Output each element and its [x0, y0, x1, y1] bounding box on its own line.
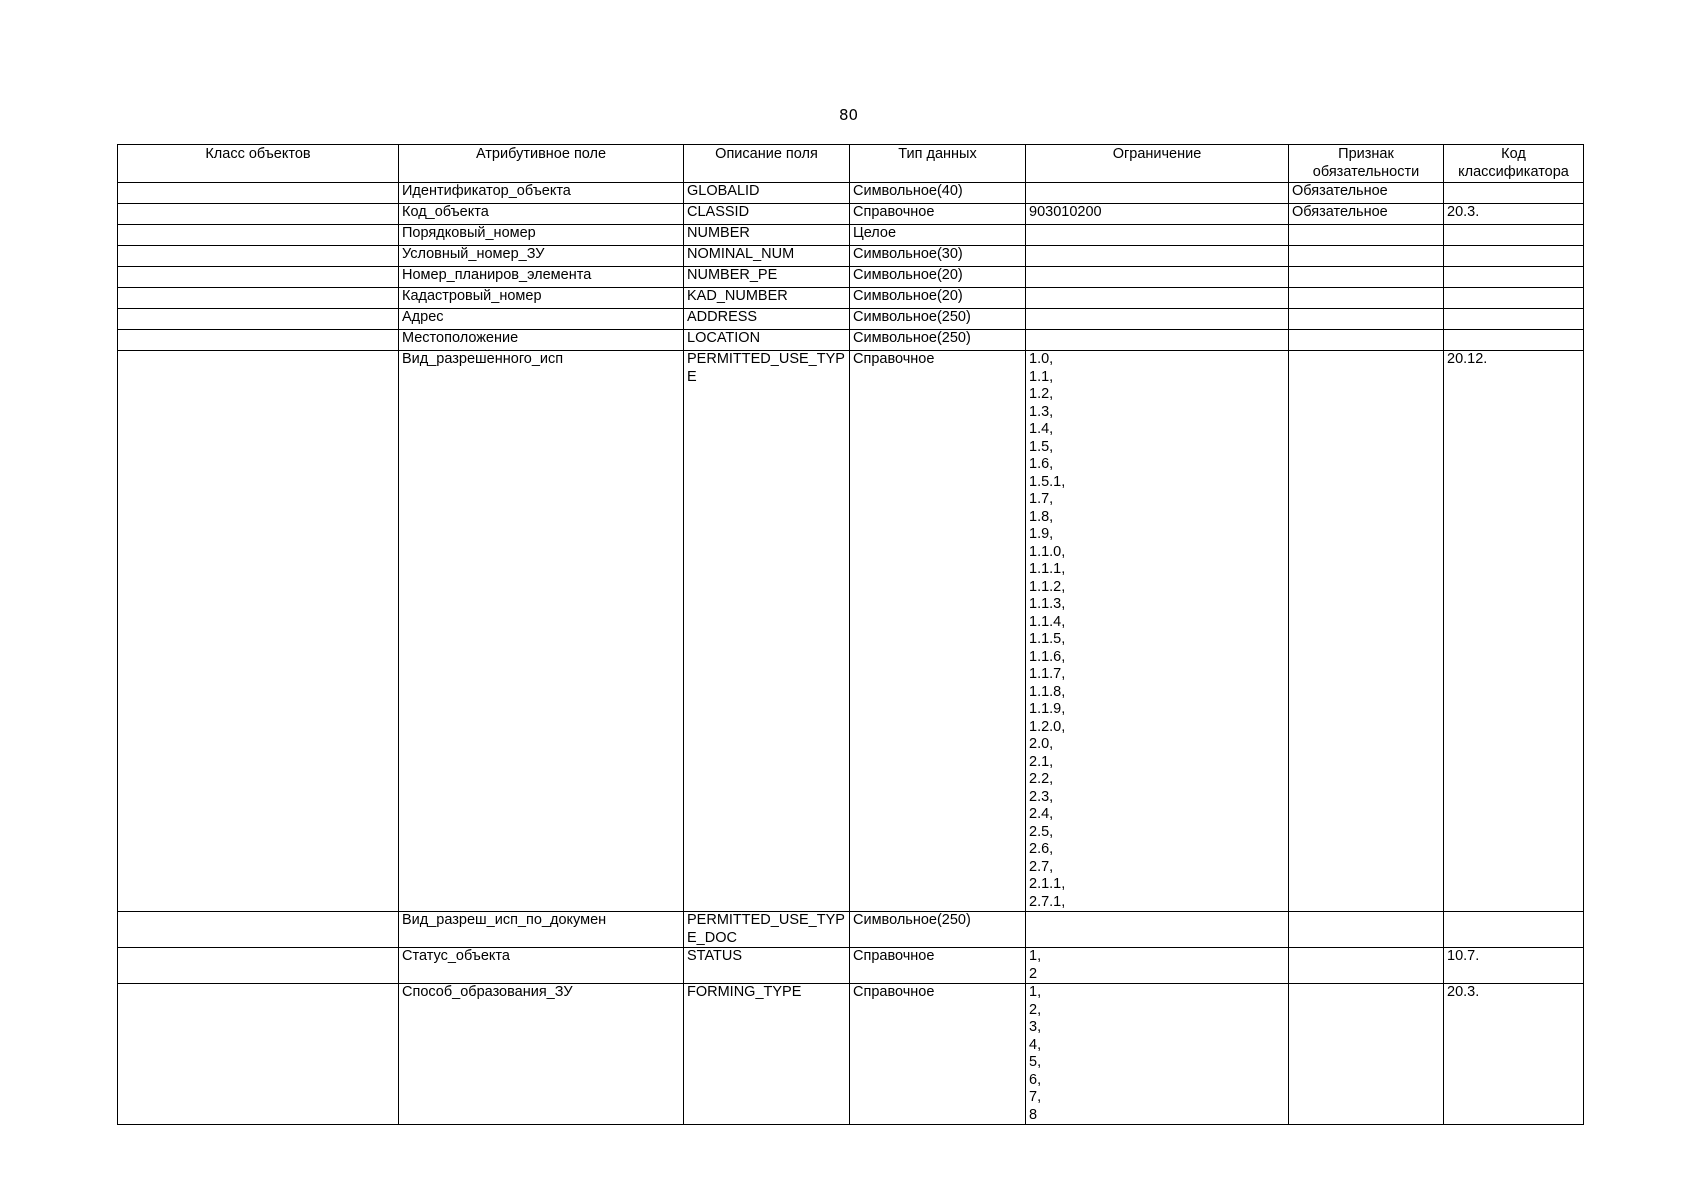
cell-object-class	[118, 912, 399, 948]
cell-attribute-field: Адрес	[399, 309, 684, 330]
cell-mandatory-flag	[1289, 309, 1444, 330]
cell-mandatory-flag	[1289, 330, 1444, 351]
cell-constraint	[1026, 330, 1289, 351]
cell-data-type: Символьное(250)	[850, 330, 1026, 351]
cell-mandatory-flag	[1289, 288, 1444, 309]
cell-attribute-field: Местоположение	[399, 330, 684, 351]
cell-classifier-code	[1444, 330, 1584, 351]
cell-attribute-field: Код_объекта	[399, 204, 684, 225]
cell-mandatory-flag: Обязательное	[1289, 183, 1444, 204]
cell-object-class	[118, 225, 399, 246]
cell-object-class	[118, 948, 399, 984]
table-row	[118, 288, 1584, 309]
header-row	[118, 145, 1584, 183]
cell-data-type: Символьное(250)	[850, 309, 1026, 330]
cell-classifier-code: 20.3.	[1444, 204, 1584, 225]
cell-constraint	[1026, 912, 1289, 948]
cell-classifier-code	[1444, 288, 1584, 309]
attribute-table	[117, 144, 1584, 1125]
cell-classifier-code	[1444, 267, 1584, 288]
cell-classifier-code	[1444, 225, 1584, 246]
cell-attribute-field: Статус_объекта	[399, 948, 684, 984]
cell-attribute-field: Вид_разрешенного_исп	[399, 351, 684, 912]
cell-data-type: Справочное	[850, 204, 1026, 225]
cell-object-class	[118, 309, 399, 330]
cell-attribute-field: Условный_номер_ЗУ	[399, 246, 684, 267]
cell-constraint	[1026, 246, 1289, 267]
cell-field-description: PERMITTED_USE_TYPE_DOC	[684, 912, 850, 948]
table-row	[118, 183, 1584, 204]
cell-data-type: Символьное(20)	[850, 267, 1026, 288]
cell-field-description: NUMBER_PE	[684, 267, 850, 288]
cell-object-class	[118, 267, 399, 288]
cell-field-description: NOMINAL_NUM	[684, 246, 850, 267]
cell-classifier-code: 20.12.	[1444, 351, 1584, 912]
cell-classifier-code	[1444, 246, 1584, 267]
header-object-class: Класс объектов	[118, 145, 399, 183]
cell-mandatory-flag	[1289, 984, 1444, 1125]
cell-data-type: Символьное(20)	[850, 288, 1026, 309]
cell-object-class	[118, 288, 399, 309]
header-classifier-code: Код классификатора	[1444, 145, 1584, 183]
table-row	[118, 984, 1584, 1125]
cell-data-type: Справочное	[850, 984, 1026, 1125]
cell-data-type: Справочное	[850, 948, 1026, 984]
cell-mandatory-flag	[1289, 912, 1444, 948]
cell-field-description: KAD_NUMBER	[684, 288, 850, 309]
cell-data-type: Целое	[850, 225, 1026, 246]
cell-mandatory-flag: Обязательное	[1289, 204, 1444, 225]
cell-data-type: Справочное	[850, 351, 1026, 912]
cell-field-description: NUMBER	[684, 225, 850, 246]
table-row	[118, 330, 1584, 351]
cell-object-class	[118, 984, 399, 1125]
cell-field-description: CLASSID	[684, 204, 850, 225]
cell-data-type: Символьное(250)	[850, 912, 1026, 948]
cell-object-class	[118, 351, 399, 912]
cell-mandatory-flag	[1289, 246, 1444, 267]
cell-constraint: 1.0, 1.1, 1.2, 1.3, 1.4, 1.5, 1.6, 1.5.1, 1.7, 1.8, 1.9, 1.1.0, 1.1.1, 1.1.2, 1.1.3, 1.1.4, 1.1.5, 1.1.6, 1.1.7, 1.1.8, 1.1.9, 1.2.0, 2.0, 2.1, 2.2, 2.3, 2.4, 2.5, 2.6, 2.7, 2.1.1, 2.7.1,	[1026, 351, 1289, 912]
cell-object-class	[118, 246, 399, 267]
cell-data-type: Символьное(40)	[850, 183, 1026, 204]
cell-constraint	[1026, 225, 1289, 246]
cell-field-description: ADDRESS	[684, 309, 850, 330]
table-row	[118, 225, 1584, 246]
header-constraint: Ограничение	[1026, 145, 1289, 183]
cell-classifier-code	[1444, 309, 1584, 330]
page-number: 80	[838, 106, 859, 124]
header-field-description: Описание поля	[684, 145, 850, 183]
cell-classifier-code: 10.7.	[1444, 948, 1584, 984]
cell-field-description: GLOBALID	[684, 183, 850, 204]
cell-object-class	[118, 330, 399, 351]
cell-constraint	[1026, 183, 1289, 204]
table-row	[118, 912, 1584, 948]
cell-attribute-field: Номер_планиров_элемента	[399, 267, 684, 288]
cell-classifier-code: 20.3.	[1444, 984, 1584, 1125]
table-row	[118, 351, 1584, 912]
header-attribute-field: Атрибутивное поле	[399, 145, 684, 183]
cell-field-description: FORMING_TYPE	[684, 984, 850, 1125]
cell-field-description: PERMITTED_USE_TYPE	[684, 351, 850, 912]
cell-object-class	[118, 204, 399, 225]
header-data-type: Тип данных	[850, 145, 1026, 183]
cell-constraint: 903010200	[1026, 204, 1289, 225]
header-mandatory-flag: Признак обязательности	[1289, 145, 1444, 183]
table-row	[118, 948, 1584, 984]
cell-attribute-field: Способ_образования_ЗУ	[399, 984, 684, 1125]
cell-constraint	[1026, 309, 1289, 330]
cell-attribute-field: Идентификатор_объекта	[399, 183, 684, 204]
table-row	[118, 267, 1584, 288]
table-row	[118, 204, 1584, 225]
cell-field-description: LOCATION	[684, 330, 850, 351]
cell-attribute-field: Вид_разреш_исп_по_докумен	[399, 912, 684, 948]
cell-mandatory-flag	[1289, 267, 1444, 288]
cell-object-class	[118, 183, 399, 204]
cell-classifier-code	[1444, 183, 1584, 204]
cell-mandatory-flag	[1289, 225, 1444, 246]
cell-constraint	[1026, 267, 1289, 288]
cell-attribute-field: Порядковый_номер	[399, 225, 684, 246]
cell-attribute-field: Кадастровый_номер	[399, 288, 684, 309]
cell-constraint: 1, 2, 3, 4, 5, 6, 7, 8	[1026, 984, 1289, 1125]
cell-mandatory-flag	[1289, 351, 1444, 912]
table-row	[118, 246, 1584, 267]
cell-data-type: Символьное(30)	[850, 246, 1026, 267]
table-row	[118, 309, 1584, 330]
cell-field-description: STATUS	[684, 948, 850, 984]
cell-constraint: 1, 2	[1026, 948, 1289, 984]
cell-mandatory-flag	[1289, 948, 1444, 984]
cell-classifier-code	[1444, 912, 1584, 948]
cell-constraint	[1026, 288, 1289, 309]
